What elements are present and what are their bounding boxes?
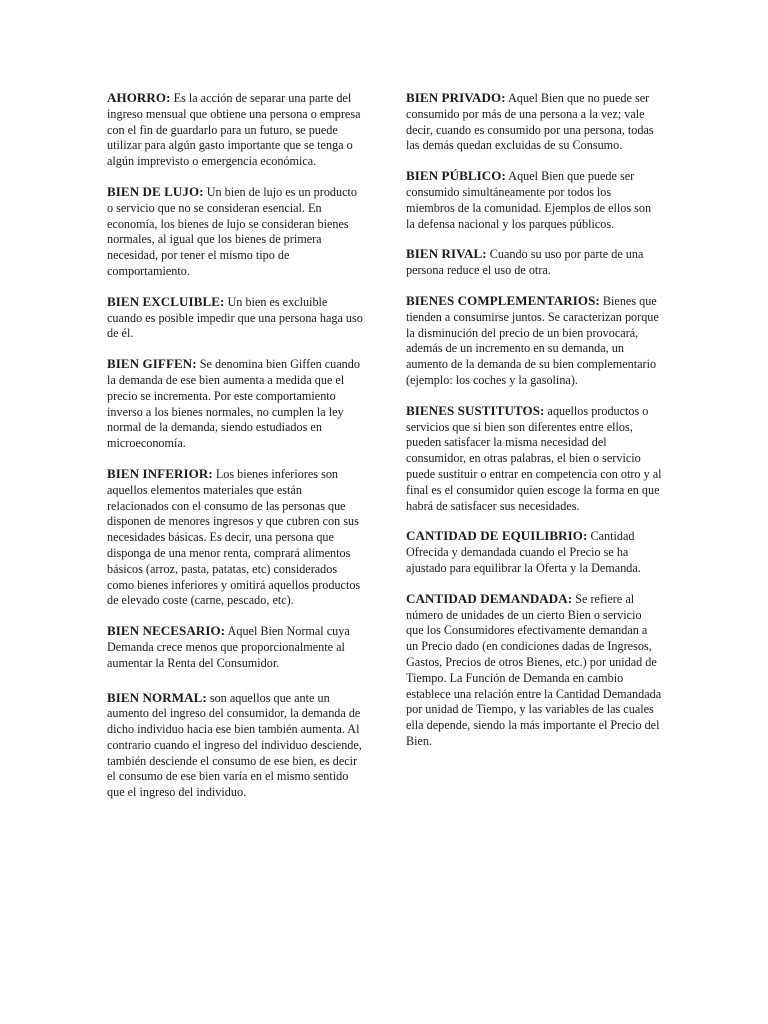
glossary-entry-bienes-complementarios	[406, 293, 662, 389]
entry-term: BIEN RIVAL:	[406, 246, 487, 262]
entry-term: CANTIDAD DE EQUILIBRIO:	[406, 528, 588, 544]
entry-definition: Los bienes inferiores son aquellos elementos materiales que están relacionados con el consumo de las personas que disponen de menores ingresos y que cubren con sus necesidades básicas. Es decir, una persona que disponga de una menor renta, comprará alimentos básicos (arroz, pasta, patatas, etc) considerados como bienes inferiores y omitirá aquellos productos de elevado coste (carne, pescado, etc).	[107, 466, 361, 608]
glossary-entry-bien-rival	[406, 246, 662, 279]
entry-term: BIEN PÚBLICO:	[406, 168, 506, 184]
glossary-entry-bienes-sustitutos	[406, 403, 662, 515]
right-column	[406, 90, 662, 764]
entry-definition: Es la acción de separar una parte del ingreso mensual que obtiene una persona o empresa con el fin de guardarlo para un futuro, se puede utilizar para algún gasto importante que se tenga o algún imprevisto o emergencia económica.	[107, 91, 361, 169]
entry-definition: Se denomina bien Giffen cuando la demanda de ese bien aumenta a medida que el precio se incrementa. Por este comportamiento inverso a los bienes normales, no cumplen la ley normal de la demanda, siendo estudiados en microeconomía.	[107, 357, 360, 451]
entry-term: BIENES SUSTITUTOS:	[406, 402, 545, 418]
entry-term: BIEN GIFFEN:	[107, 356, 197, 372]
glossary-entry-bien-privado	[406, 90, 662, 154]
entry-definition: Un bien de lujo es un producto o servicio que no se consideran esencial. En economía, los bienes de lujo se consideran bienes normales, al igual que los bienes de primera necesidad, por tener el mismo tipo de comportamiento.	[107, 184, 357, 278]
entry-term: AHORRO:	[107, 90, 171, 105]
glossary-entry-bien-normal	[107, 690, 363, 802]
entry-definition: Aquel Bien Normal cuya Demanda crece menos que proporcionalmente al aumentar la Renta del Consumidor.	[107, 624, 350, 670]
entry-term: BIEN PRIVADO:	[406, 90, 506, 105]
entry-term: BIENES COMPLEMENTARIOS:	[406, 292, 600, 308]
entry-definition: Cantidad Ofrecida y demandada cuando el Precio se ha ajustado para equilibrar la Oferta y la Demanda.	[406, 529, 641, 575]
glossary-entry-bien-excluible	[107, 294, 363, 342]
entry-definition: son aquellos que ante un aumento del ingreso del consumidor, la demanda de dicho individuo hacia ese bien también aumenta. Al contrario cuando el ingreso del individuo desciende, también desciende el consumo de ese bien, es decir el consumo de ese bien varía en el mismo sentido que el ingreso del individuo.	[107, 690, 362, 800]
entry-term: BIEN NORMAL:	[107, 689, 207, 705]
left-column	[107, 90, 363, 815]
entry-term: BIEN EXCLUIBLE:	[107, 293, 225, 309]
glossary-entry-cantidad-demandada	[406, 591, 662, 750]
glossary-entry-ahorro	[107, 90, 363, 170]
entry-term: BIEN INFERIOR:	[107, 465, 213, 481]
entry-definition: Aquel Bien que puede ser consumido simultáneamente por todos los miembros de la comunidad. Ejemplos de ellos son la defensa nacional y los parques públicos.	[406, 169, 652, 231]
glossary-entry-cantidad-de-equilibrio	[406, 528, 662, 576]
glossary-entry-bien-inferior	[107, 466, 363, 609]
entry-definition: Bienes que tienden a consumirse juntos. Se caracterizan porque la disminución del precio de un bien provocará, además de un incremento en su demanda, un aumento de la demanda de su bien complementario (ejemplo: los coches y la gasolina).	[406, 293, 659, 387]
entry-definition: Un bien es excluible cuando es posible impedir que una persona haga uso de él.	[107, 294, 363, 341]
entry-definition: Cuando su uso por parte de una persona reduce el uso de otra.	[406, 247, 644, 278]
entry-definition: Se refiere al número de unidades de un cierto Bien o servicio que los Consumidores efectivamente demandan a un Precio dado (en condiciones dadas de Ingresos, Gastos, Precios de otros Bienes, etc.) por unidad de Tiempo. La Función de Demanda en cambio establece una relación entre la Cantidad Demandada por unidad de Tiempo, y las variables de las cuales ella depende, siendo la más importante el Precio del Bien.	[406, 591, 662, 748]
entry-term: BIEN NECESARIO:	[107, 623, 226, 639]
glossary-entry-bien-necesario	[107, 623, 363, 671]
entry-definition: aquellos productos o servicios que si bien son diferentes entre ellos, pueden satisfacer la misma necesidad del consumidor, en otras palabras, el bien o servicio puede sustituir o entrar en competencia con otro y al final es el consumidor quien escoge la forma en que habrá de satisfacer sus necesidades.	[406, 403, 662, 513]
glossary-entry-bien-publico	[406, 168, 662, 232]
glossary-entry-bien-de-lujo	[107, 184, 363, 280]
entry-term: CANTIDAD DEMANDADA:	[406, 590, 573, 606]
entry-term: BIEN DE LUJO:	[107, 183, 204, 199]
entry-definition: Aquel Bien que no puede ser consumido por más de una persona a la vez; vale decir, cuando es consumido por una persona, todas las demás quedan excluidas de su Consumo.	[406, 91, 654, 153]
glossary-entry-bien-giffen	[107, 356, 363, 452]
